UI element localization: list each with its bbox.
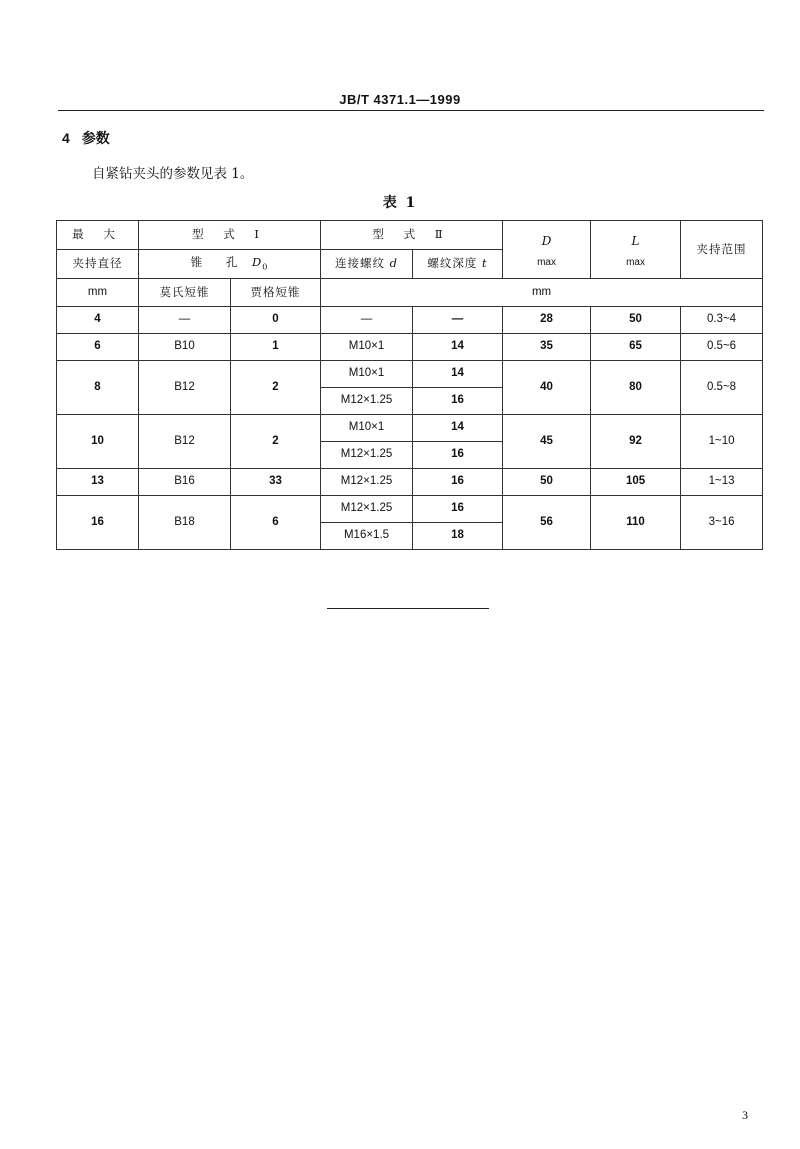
cell-L: 65 bbox=[591, 334, 681, 361]
cell-diameter: 13 bbox=[57, 469, 139, 496]
cell-thread-depth: 16 bbox=[413, 496, 503, 523]
parameter-table bbox=[56, 220, 763, 550]
header-cone-symbol: D bbox=[252, 255, 263, 270]
cell-morse: B16 bbox=[139, 469, 231, 496]
header-thread bbox=[321, 250, 413, 279]
intro-text: 自紧钻夹头的参数见表 1。 bbox=[92, 166, 254, 182]
cell-thread-depth: — bbox=[413, 307, 503, 334]
cell-thread-depth: 16 bbox=[413, 442, 503, 469]
table-caption: 表 1 bbox=[382, 195, 418, 211]
cell-L: 105 bbox=[591, 469, 681, 496]
cell-range: 0.5~6 bbox=[681, 334, 763, 361]
cell-thread-depth: 14 bbox=[413, 361, 503, 388]
cell-jacobs: 2 bbox=[231, 415, 321, 469]
cell-morse: B10 bbox=[139, 334, 231, 361]
header-morse-short-taper: 莫氏短锥 bbox=[139, 279, 231, 307]
cell-range: 1~10 bbox=[681, 415, 763, 469]
header-thread-label: 连接螺纹 bbox=[335, 256, 385, 271]
page-number: 3 bbox=[742, 1108, 748, 1122]
cell-range: 3~16 bbox=[681, 496, 763, 550]
header-max-diameter-line2: 夹持直径 bbox=[57, 250, 139, 279]
cell-diameter: 16 bbox=[57, 496, 139, 550]
cell-range: 1~13 bbox=[681, 469, 763, 496]
cell-D: 40 bbox=[503, 361, 591, 415]
cell-thread: M12×1.25 bbox=[321, 442, 413, 469]
cell-morse: B12 bbox=[139, 361, 231, 415]
section-title: 参数 bbox=[81, 131, 110, 147]
cell-diameter: 10 bbox=[57, 415, 139, 469]
end-rule bbox=[327, 608, 489, 609]
cell-jacobs: 6 bbox=[231, 496, 321, 550]
cell-jacobs: 33 bbox=[231, 469, 321, 496]
cell-diameter: 8 bbox=[57, 361, 139, 415]
cell-thread: M10×1 bbox=[321, 361, 413, 388]
cell-range: 0.3~4 bbox=[681, 307, 763, 334]
document-code: JB/T 4371.1—1999 bbox=[339, 92, 461, 107]
cell-thread: M10×1 bbox=[321, 334, 413, 361]
header-D-max bbox=[503, 221, 591, 279]
cell-thread-depth: 18 bbox=[413, 523, 503, 550]
header-thread-symbol: d bbox=[389, 256, 399, 271]
unit-mm: mm bbox=[57, 279, 139, 307]
header-thread-depth bbox=[413, 250, 503, 279]
cell-thread: M16×1.5 bbox=[321, 523, 413, 550]
cell-D: 28 bbox=[503, 307, 591, 334]
cell-morse: — bbox=[139, 307, 231, 334]
cell-thread-depth: 14 bbox=[413, 415, 503, 442]
cell-L: 80 bbox=[591, 361, 681, 415]
header-cone-label: 锥 孔 bbox=[190, 255, 248, 270]
cell-thread-depth: 16 bbox=[413, 469, 503, 496]
cell-morse: B18 bbox=[139, 496, 231, 550]
section-number: 4 bbox=[62, 130, 70, 146]
cell-jacobs: 2 bbox=[231, 361, 321, 415]
cell-thread-depth: 16 bbox=[413, 388, 503, 415]
header-type-2: 型 式 Ⅱ bbox=[321, 221, 503, 250]
cell-L: 110 bbox=[591, 496, 681, 550]
cell-D: 35 bbox=[503, 334, 591, 361]
cell-thread: M12×1.25 bbox=[321, 496, 413, 523]
unit-mm-span: mm bbox=[321, 279, 763, 307]
header-L-symbol: L bbox=[631, 233, 640, 248]
header-L-max bbox=[591, 221, 681, 279]
header-type-1: 型 式 Ⅰ bbox=[139, 221, 321, 250]
header-clamping-range: 夹持范围 bbox=[681, 221, 763, 279]
cell-L: 50 bbox=[591, 307, 681, 334]
cell-thread: M10×1 bbox=[321, 415, 413, 442]
cell-jacobs: 0 bbox=[231, 307, 321, 334]
header-depth-label: 螺纹深度 bbox=[427, 256, 478, 271]
section-heading bbox=[62, 128, 110, 148]
cell-jacobs: 1 bbox=[231, 334, 321, 361]
header-L-sub: max bbox=[626, 256, 645, 268]
header-cone-hole bbox=[139, 250, 321, 279]
header-depth-symbol: t bbox=[482, 256, 488, 271]
cell-thread: — bbox=[321, 307, 413, 334]
cell-thread: M12×1.25 bbox=[321, 469, 413, 496]
cell-range: 0.5~8 bbox=[681, 361, 763, 415]
cell-L: 92 bbox=[591, 415, 681, 469]
header-jacobs-short-taper: 贾格短锥 bbox=[231, 279, 321, 307]
header-cone-sub: 0 bbox=[262, 262, 269, 272]
cell-D: 45 bbox=[503, 415, 591, 469]
header-rule bbox=[58, 110, 764, 111]
cell-D: 56 bbox=[503, 496, 591, 550]
header-max-diameter-line1: 最 大 bbox=[57, 221, 139, 250]
cell-thread-depth: 14 bbox=[413, 334, 503, 361]
cell-diameter: 6 bbox=[57, 334, 139, 361]
cell-thread: M12×1.25 bbox=[321, 388, 413, 415]
cell-diameter: 4 bbox=[57, 307, 139, 334]
cell-D: 50 bbox=[503, 469, 591, 496]
cell-morse: B12 bbox=[139, 415, 231, 469]
header-D-symbol: D bbox=[541, 233, 552, 248]
header-D-sub: max bbox=[537, 256, 556, 268]
